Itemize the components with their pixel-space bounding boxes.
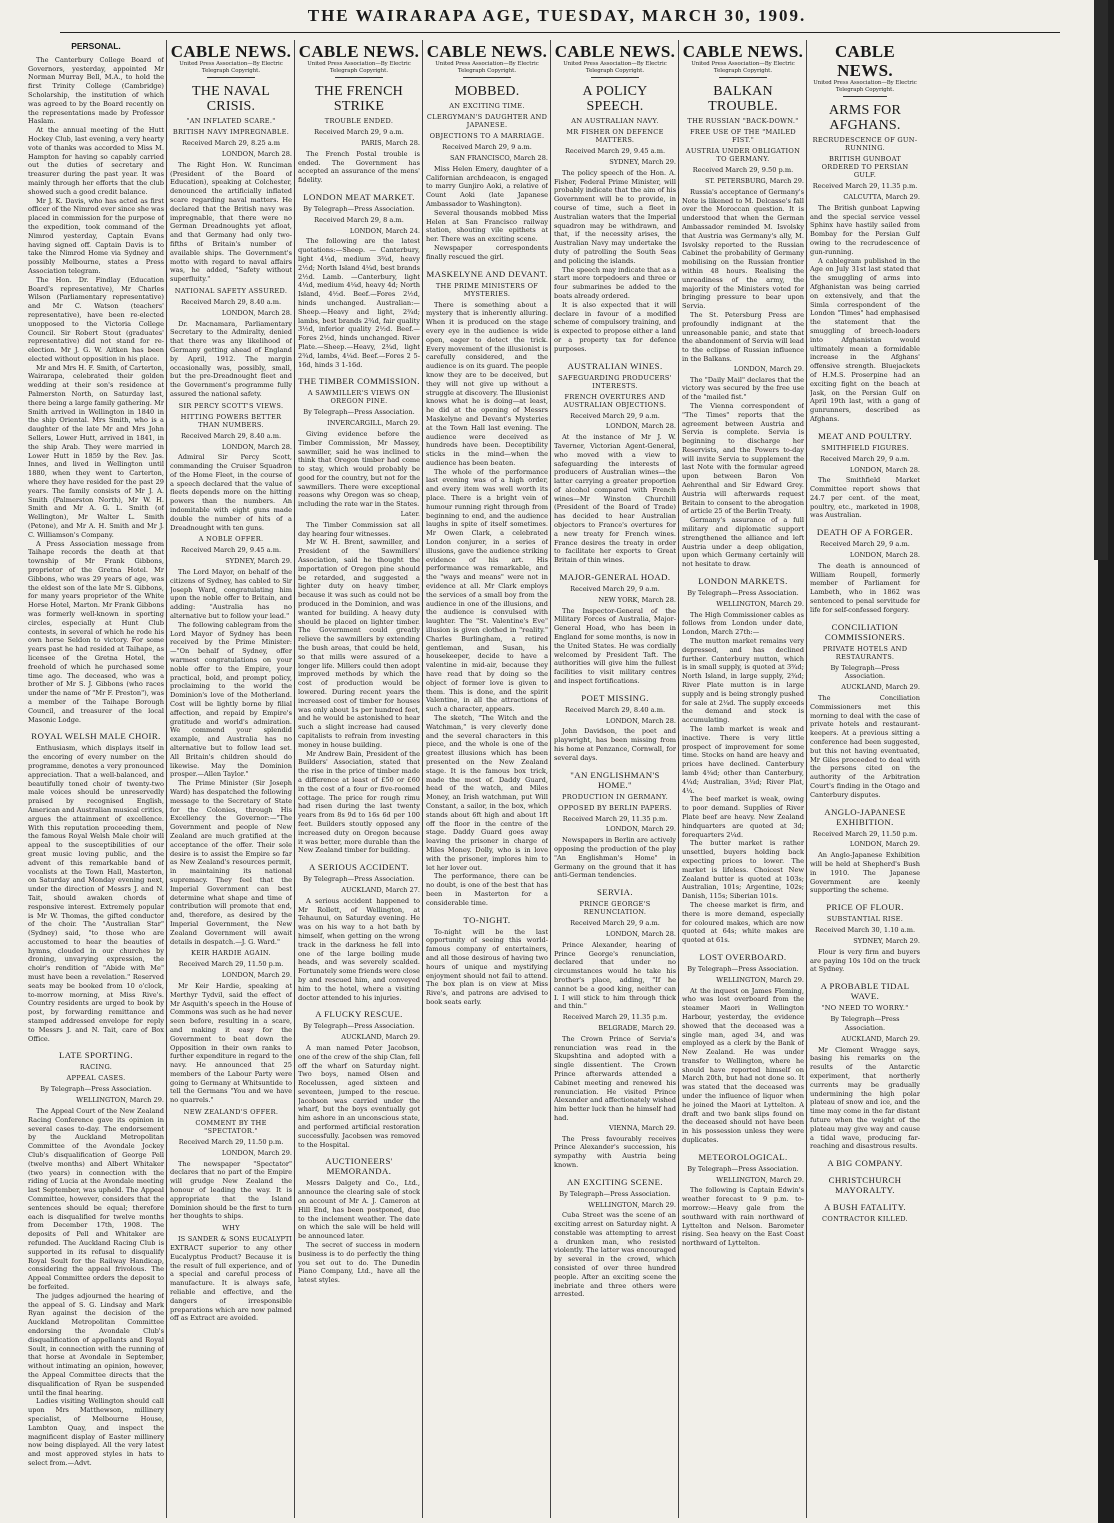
section-headline: MASKELYNE AND DEVANT. — [426, 268, 548, 279]
article-paragraph: The performance, there can be no doubt, is one of the best that has been in Masterton for a considerable time. — [426, 872, 548, 907]
byline: By Telegraph—Press Association. — [687, 589, 799, 598]
sub-headline: SUBSTANTIAL RISE. — [826, 915, 904, 924]
article-paragraph: The beef market is weak, owing to poor demand. Supplies of River Plate beef are heavy. New Zealand hindquarters are quoted at 3d; forequarters 2¼d. — [682, 795, 804, 839]
column-divider — [678, 40, 679, 1518]
received-dateline: Received March 29, 9.45 a.m. — [564, 147, 666, 156]
section-headline: LONDON MEAT MARKET. — [303, 191, 415, 202]
column-heading: CABLE NEWS. — [834, 42, 896, 80]
article-paragraph: The lamb market is weak and inactive. There is very little prospect of improvement for some time. Stocks on hand are heavy and prices have declined. Canterbury lamb 4¼d; other than Canterbury, 4¼d; Australian, 3¼d; River Plat, 4¼. — [682, 725, 804, 795]
article-paragraph: Mr W. H. Brent, sawmiller, and President of the Sawmillers' Association, said he thought the importation of Oregon pine should be retarded, and suggested a lighter duty on heavy timber, because it was such as could not be produced in the Dominion, and was wanted for building. A heavy duty should be placed on lighter timber. The Government could greatly relieve the sawmillers by extending the bush areas, that could be held, so that mills were assured of a longer life. Millers could then adopt improved methods by which the cost of production would be lowered. During recent years the increased cost of timber for houses was only about 1s per hundred feet, and he would be astonished to hear such a slight increase had caused capitalists to refrain from investing money in house building. — [298, 538, 420, 749]
article-paragraph: The mutton market remains very depressed, and has declined further. Canterbury mutton, which is in small supply, is quoted at 3¾d; North Island, in large supply, 2¾d; River Plate mutton is in large supply and is being strongly pushed for sale at 2¼d. The supply exceeds the demand and stock is accumulating. — [682, 637, 804, 725]
sub-headline: APPEAL CASES. — [66, 1074, 126, 1083]
place-dateline: WELLINGTON, March 29. — [716, 599, 804, 608]
article-paragraph: The Inspector-General of the Military Forces of Australia, Major-General Hoad, who has been in England for some months, is now in the United States. He was cordially welcomed by President Taft. The authorities will give him the fullest facilities to visit military centres and inspect fortifications. — [554, 606, 676, 686]
story-headline: ARMS FOR AFGHANS. — [828, 103, 902, 134]
sub-headline: TROUBLE ENDED. — [324, 117, 394, 126]
byline: By Telegraph—Press Association. — [303, 408, 415, 417]
byline: By Telegraph—Press Association. — [830, 1015, 900, 1032]
sub-headline: SIR PERCY SCOTT'S VIEWS. — [178, 401, 284, 410]
place-dateline: SAN FRANCISCO, March 28. — [450, 153, 548, 162]
received-dateline: Received March 29, 8.40 a.m. — [180, 431, 282, 440]
column-divider — [294, 40, 295, 1518]
received-dateline: Received March 29, 11.35 p.m. — [562, 814, 668, 823]
story-headline: BALKAN TROUBLE. — [708, 84, 778, 115]
article-paragraph: The following are the latest quotations:—Sheep. — Canterbury, light 4¼d, medium 3¾d, heavy 2½d; North Island 4¼d, best brands 2½d. Lamb. —Canterbury, light 4¼d, medium 4¼d, heavy 4d; North Island, 4½d. Beef.—Fores 2½d, hinds unchanged. Australian:—Sheep.—Heavy and light, 2¾d; lambs, best brands 2¾d, fair quality 3½d, inferior quality 2½d. Beef.—Fores 2½d, hinds unchanged. River Plate.—Sheep.—Heavy, 2¾d, light 2¾d, lambs, 4¼d. Beef.—Fores 2 5-16d, hinds 3 1-16d. — [298, 237, 420, 369]
sub-headline: AUSTRIA UNDER OBLIGATION TO GERMANY. — [685, 147, 801, 164]
received-dateline: Received March 29, 11.35 p.m. — [562, 1013, 668, 1022]
article-paragraph: The Smithfield Market Committee report shows that 24.7 per cent. of the meat, poultry, etc., marketed in 1908, was Australian. — [810, 476, 920, 520]
byline: By Telegraph—Press Association. — [40, 1085, 152, 1094]
section-headline: THE TIMBER COMMISSION. — [298, 376, 420, 387]
article-paragraph: An Anglo-Japanese Exhibition will be held at Shepherd's Bush in 1910. The Japanese Government are keenly supporting the scheme. — [810, 851, 920, 895]
column-heading: CABLE NEWS. — [298, 42, 420, 61]
received-dateline: Received March 29, 9 a.m. — [820, 540, 910, 549]
article-paragraph: The whole of the performance last evening was of a high order, and every item was well worth its place. There is a bright vein of humour running right through from beginning to end, and the audience laughs in spite of itself sometimes. Mr Owen Clark, a celebrated London conjurer, in a series of illusions, gave the audience striking evidence of his art. His performance was remarkable, and the "ways and means" were not in evidence at all. Mr Clark employs the services of a small boy from the audience in one of the illusions, and the audience is convulsed with laughter. The "St. Valentine's Eve" illusion is given clothed in "reality." Charles Burlingham, a retired gentleman, and Susan, his housekeeper, decide to have a valentine in mid-air, because they have read that by doing so the object of former love is given to them. This is done, and the spirit Valentine, in all the attractions of such a character, appears. — [426, 467, 548, 714]
place-dateline: ST. PETERSBURG, March 29. — [704, 176, 804, 185]
article-paragraph: There is something about a mystery that is inherently alluring. When it is produced on the stage every eye in the audience is wide open, eager to detect the trick. Every movement of the illusionist is carefully considered, and the audience is on its guard. The people know they are to be deceived, but they will not give up without a struggle at discovery. The Illusionist knows what he is doing—at least, he did at the opening of Messrs Maskelyne and Devant's Mysteries at the Town Hall last evening. The audience were deceived as hundreds have been. Deceptibility sticks in the mind—when the audience has been beaten. — [426, 300, 548, 467]
place-dateline: LONDON, March 28. — [221, 442, 292, 451]
article-paragraph: The butter market is rather unsettled, buyers holding back expecting prices to lower. The market is lifeless. Choicest New Zealand butter is quoted at 103s; Australian, 101s; Argentine, 102s; Danish, 115s; Siberian 101s. — [682, 839, 804, 901]
article-paragraph: The Hon. Dr. Findlay (Education Board's representative), Mr Charles Wilson (Parliamentary representative) and Mr C. Watson (teachers' representative), have been re-elected unopposed to the Victoria College Council. Sir Robert Stout (graduates' representative) did not stand for re-election. Mr J. G. W. Aitken has been elected without opposition in his place. — [28, 275, 164, 363]
article-paragraph: Mr Clement Wragge says, basing his remarks on the results of the Antarctic experiment, that northerly currents may be gradually undermining the high polar plateau of snow and ice, and the time may come in the far distant future when the weight of the plateau may give way and cause a tidal wave, producing far-reaching and disastrous results. — [810, 1045, 920, 1151]
article-paragraph: It is also expected that it will declare in favour of a modified scheme of compulsory training, and is expected to propose either a land or a property tax for defence purposes. — [554, 300, 676, 353]
sub-headline: CLERGYMAN'S DAUGHTER AND JAPANESE. — [426, 113, 548, 130]
article-paragraph: The Crown Prince of Servia's renunciation was read in the Skupshtina and adopted with a single dissentient. The Crown Prince afterwards attended a Cabinet meeting and renewed his renunciation. He visited Prince Alexander and affectionately wished him better luck than he himself had had. — [554, 1034, 676, 1122]
sub-headline: WHY — [222, 1224, 240, 1233]
sub-headline: AN AUSTRALIAN NAVY. — [571, 117, 659, 126]
place-dateline: LONDON, March 29. — [221, 1148, 292, 1157]
place-dateline: LONDON, March 28. — [849, 551, 920, 560]
received-dateline: Received March 29, 8.25 a.m — [181, 139, 281, 148]
sub-headline: RECRUDESCENCE OF GUN-RUNNING. — [812, 136, 918, 153]
article-paragraph: The Timber Commission sat all day hearing four witnesses. — [298, 520, 420, 538]
article-paragraph: Enthusiasm, which displays itself in the encoring of every number on the programme, denotes a very pronounced appreciation. That a well-balanced, and beautifully toned choir of twenty-two male voices should be unreservedly praised by recognised English, American and Australian musical critics, argues the attainment of excellence. With this reputation proceeding them, the famous Royal Welsh Male choir will appeal to the susceptibilities of our great music loving public, and the advent of this remarkable band of vocalists at the Town Hall, Masterton, on Saturday and Monday evening next, under the direction of Messrs J. and N. Tait, should awaken chords of responsive interest. Extremely popular is Mr W. Thomas, the gifted conductor of the choir. The "Australian Star" (Sydney) said, "to those who are accustomed to hear the beauties of hymns, clouded in our churches by droning, unvarying expression, the choir's rendition of "Abide with Me" must have been a revelation." Reserved seats may be booked from 10 o'clock, to-morrow morning, at Miss Rive's. Country residents are urged to book by post, by forwarding remittance and stamped addressed envelope for reply to Messrs J. and N. Tait, care of Box Office. — [28, 744, 164, 1043]
article-paragraph: The judges adjourned the hearing of the appeal of S. G. Lindsay and Mark Ryan against the decision of the Auckland Metropolitan Committee endorsing the Avondale Club's disqualification of appellants and Royal Soult, in connection with the running of that horse at Avondale in September, without intimating an opinion, however, the Appeal Committee directs that the disqualification of Ryan be suspended until the final hearing. — [28, 1291, 164, 1397]
place-dateline: LONDON, March 29. — [733, 364, 804, 373]
sub-headline: FREE USE OF THE "MAILED FIST." — [690, 128, 796, 145]
received-dateline: Received March 29, 9 a.m. — [570, 585, 660, 594]
place-dateline: LONDON, March 29. — [849, 840, 920, 849]
article-paragraph: Prince Alexander, hearing of Prince George's renunciation, declared that under no circumstances would he take his brother's place, adding, "If he cannot be a good king, neither can I. I will stick to him through thick and thin." — [554, 940, 676, 1011]
sub-headline: RACING. — [79, 1063, 113, 1072]
article-paragraph: The French Postal trouble is ended. The Government has accepted an assurance of the mens' fidelity. — [298, 149, 420, 185]
section-headline: AUSTRALIAN WINES. — [567, 360, 663, 371]
sub-headline: NEW ZEALAND'S OFFER. — [183, 1108, 279, 1117]
article-paragraph: Giving evidence before the Timber Commission, Mr Massey, sawmiller, said he was inclined to think that Oregon timber had come to stay, which would probably be good for the country, but not for the sawmillers. There were exceptional reasons why Oregon was so cheap, including the rate war in the States. — [298, 429, 420, 509]
section-headline: POET MISSING. — [581, 692, 649, 703]
column-5 — [554, 40, 676, 1518]
column-divider — [550, 40, 551, 1518]
article-paragraph: Dr. Macnamara, Parliamentary Secretary to the Admiralty, denied that there was any likelihood of Germany getting ahead of England by April, 1912. The margin occasionally was, possibly, small, but the pre-Dreadnought fleet and the Government's programme fully assured the national safety. — [170, 319, 292, 398]
place-dateline: WELLINGTON, March 29. — [716, 975, 804, 984]
article-paragraph: The Appeal Court of the New Zealand Racing Conference gave its opinion in several cases to-day. The endorsement by the Auckland Metropolitan Committee of the Avondale Jockey Club's disqualification of George Pell (twelve months) and Albert Whitaker (two years) in connection with the riding of Lucia at the Avondale meeting last September, was upheld. The Appeal Committee, however, considers that the sentences should be equal; therefore each is disqualified for twelve months from December 17th, 1908. The deposits of Pell and Whitaker are refunded. The Auckland Racing Club is supported in its refusal to disqualify Royal Soult for the Railway Handicap, considering the appeal frivolous. The Appeal Committee orders the deposit to be forfeited. — [28, 1107, 164, 1291]
article-paragraph: The Vienna correspondent of "The Times" reports that the agreement between Austria and Servia is complete. Servia is beginning to discharge her Reservists, and the Powers to-day will invite Servia to supplement the last Note with the formular agreed upon between Baron Von Aehrenthal and Sir Edward Grey. Austria will afterwards request Britain to consent to the abrogation of article 25 of the Berlin Treaty. — [682, 401, 804, 516]
article-paragraph: A Press Association message from Taihape records the death at that township of Mr Frank Gibbons, proprietor of the Gretna Hotel. Mr Gibbons, who was 29 years of age, was the eldest son of the late Mr S. Gibbons, for many years proprietor of the White Horse Hotel, Marton. Mr Frank Gibbons was formerly well-known in sporting circles, especially at Hunt Club contests, in several of which he rode his own horse Seldon to victory. For some years past he had resided at Taihape, as licensee of the Gretna Hotel, the freehold of which he purchased some time ago. The deceased, who was a brother of Mr S. J. Gibbons (who races under the name of "Mr F. Preston"), was a member of the Taihape Borough Council, and treasurer of the local Masonic Lodge. — [28, 539, 164, 724]
article-paragraph: John Davidson, the poet and playwright, has been missing from his home at Penzance, Cornwall, for several days. — [554, 727, 676, 762]
place-dateline: NEW YORK, March 28. — [598, 595, 676, 604]
sub-headline: PRIVATE HOTELS AND RESTAURANTS. — [822, 644, 908, 661]
press-credit: United Press Association—By Electric Telegraph Copyright. — [810, 80, 920, 97]
byline: By Telegraph—Press Association. — [559, 1189, 671, 1198]
article-paragraph: A cablegram published in the Age on July 31st last stated that the smuggling of arms into Afghanistan was being carried on extensively, and that the Simla correspondent of the London "Times" had emphasised the statement that the smuggling of breech-loaders into Afghanistan would ultimately mean a formidable increase in the Afghans' offensive strength. Bluejackets of H.M.S. Proserpine had an exciting fight on the beach at Jask, on the Persian Gulf on April 19th last, with a gang of gunrunners, described as Afghans. — [810, 256, 920, 423]
place-dateline: LONDON, March 29. — [221, 971, 292, 980]
byline: By Telegraph—Press Association. — [303, 204, 415, 213]
section-headline: PRICE OF FLOUR. — [826, 902, 904, 913]
received-dateline: Received March 29, 8 a.m. — [314, 215, 404, 224]
section-headline: ANGLO-JAPANESE EXHIBITION. — [824, 806, 906, 827]
place-dateline: LONDON, March 28. — [605, 929, 676, 938]
sub-headline: CONTRACTOR KILLED. — [822, 1215, 908, 1224]
sub-headline: OBJECTIONS TO A MARRIAGE. — [429, 132, 545, 141]
sub-headline: SAFEGUARDING PRODUCERS' INTERESTS. — [558, 373, 672, 390]
place-dateline: PARIS, March 28. — [361, 138, 420, 147]
press-credit: United Press Association—By Electric Telegraph Copyright. — [682, 61, 804, 78]
article-paragraph: The Prime Minister (Sir Joseph Ward) has despatched the following message to the Secretary of State for the Colonies, through His Excellency the Governor:—"The Government and people of New Zealand are much gratified at the acceptance of the offer. Their sole desire is to assist the Empire so far as New Zealand's resources permit, in maintaining its national supremacy. They feel that the Imperial Government can best determine what shape and time of contribution will promote that end, and, therefore, as desired by the Imperial Government, the New Zealand Government will await details in despatch.—J. G. Ward." — [170, 779, 292, 946]
sub-headline: AN EXCITING TIME. — [449, 102, 525, 111]
place-dateline: LONDON, March 24. — [349, 226, 420, 235]
article-paragraph: Russia's acceptance of Germany's Note is likened to M. Delcasse's fall over the Moroccan question. It is understood that when the German Ambassador reminded M. Isvolsky that Austria was Germany's ally, M. Isvolsky reported to the Russian Cabinet the probability of Germany mobilising on the Russian frontier within 48 hours. Realising the unreadiness of the army, the majority of the Ministers voted for bringing pressure to bear upon Servia. — [682, 187, 804, 311]
story-headline: THE NAVAL CRISIS. — [192, 84, 270, 115]
sub-headline: MR FISHER ON DEFENCE MATTERS. — [566, 128, 664, 145]
masthead-rule — [60, 32, 1060, 33]
sub-headline: PRODUCTION IN GERMANY. — [562, 792, 668, 801]
article-paragraph: Admiral Sir Percy Scott, commanding the Cruiser Squadron of the Home Fleet, in the course of a speech declared that the value of fleets depends more on the hitting powers than the numbers. An indomitable with eight guns made double the number of hits of a Dreadnought with ten guns. — [170, 453, 292, 532]
article-paragraph: The Right Hon. W. Runciman (President of the Board of Education), speaking at Colchester, denounced the artificially inflated scare regarding naval matters. He declared that the British navy was impregnable, that there were no German Dreadnoughts yet afloat, and that Germany had only two-fifths of Britain's number of available ships. The Government's motto with regard to naval affairs was, he added, "Safety without superfluity." — [170, 160, 292, 284]
article-paragraph: Newspapers in Berlin are actively opposing the production of the play "An Englishman's Home" in Germany on the ground that it has anti-German tendencies. — [554, 836, 676, 880]
section-headline: CHRISTCHURCH MAYORALTY. — [828, 1175, 902, 1196]
article-paragraph: Cuba Street was the scene of an exciting arrest on Saturday night. A constable was attempting to arrest a drunken man, who resisted violently. The latter was encouraged by several in the crowd, which consisted of over three hundred people. After an exciting scene the inebriate and three others were arrested. — [554, 1211, 676, 1299]
sub-headline: THE PRIME MINISTERS OF MYSTERIES. — [435, 281, 539, 298]
sub-headline: COMMENT BY THE "SPECTATOR." — [195, 1119, 267, 1136]
article-paragraph: The policy speech of the Hon. A. Fisher, Federal Prime Minister, will probably indicate that the aim of his Government will be to provide, in course of time, such a fleet in Australian waters that the Imperial squadron may be withdrawn, and that, if the necessity arises, the Australian Navy may undertake the duty of patrolling the South Seas and policing the islands. — [554, 168, 676, 265]
article-paragraph: Mr J. K. Davis, who has acted as first officer of the Nimrod ever since she was placed in commission for the purpose of the expedition, took command of the Nimrod yesterday, Captain Evans having signed off. Captain Davis is to take the Nimrod Home via Sydney and possibly Melbourne, states a Press Association telegram. — [28, 196, 164, 275]
received-dateline: Received March 29, 9 a.m. — [820, 454, 910, 463]
byline: By Telegraph—Press Association. — [830, 663, 900, 681]
place-dateline: Later. — [400, 510, 420, 519]
article-paragraph: Mr Keir Hardie, speaking at Merthyr Tydvil, said the effect of Mr Asquith's speech in the House of Commons was such as he had never seen before, resulting in a scare, and making it easy for the Government to beat down the Opposition in their own ranks to further expenditure in regard to the navy. He announced that 25 members of the Labour Party were going to Germany at Whitsuntide to tell the Germans "You and we have no quarrels." — [170, 981, 292, 1105]
article-paragraph: Flour is very firm and buyers are paying 10s 10d on the truck at Sydney. — [810, 947, 920, 974]
section-headline: A FLUCKY RESCUE. — [315, 1009, 403, 1020]
byline: By Telegraph—Press Association. — [303, 875, 415, 884]
article-paragraph: The following cablegram from the Lord Mayor of Sydney has been received by the Prime Minister:—"On behalf of Sydney, offer warmest congratulations on your noble offer to the Empire, your practical, bold, and prompt policy, proclaiming to the world the Dominion's love of the Motherland. Cost will be lightly borne by filial affection, and repaid by Empire's gratitude and world's admiration. We commend your splendid example, and Australia has no alternative but to follow lead set. All Britain's children should do likewise. May the Dominion prosper.—Allen Taylor." — [170, 620, 292, 779]
place-dateline: CALCUTTA, March 29. — [843, 192, 920, 201]
column-1 — [28, 40, 164, 1518]
sub-headline: BRITISH NAVY IMPREGNABLE. — [172, 128, 290, 137]
sub-headline: BRITISH GUNBOAT ORDERED TO PERSIAN GULF. — [821, 155, 909, 180]
article-paragraph: The death is announced of William Roupell, formerly member of Parliament for Lambeth, who in 1862 was sentenced to penal servitude for life for self-confessed forgery. — [810, 561, 920, 614]
received-dateline: Received March 29, 9.50 p.m. — [692, 166, 794, 175]
article-paragraph: Newspaper correspondents finally rescued the girl. — [426, 243, 548, 261]
sub-headline: "AN INFLATED SCARE." — [186, 117, 276, 126]
press-credit: United Press Association—By Electric Telegraph Copyright. — [298, 61, 420, 78]
sub-headline: NATIONAL SAFETY ASSURED. — [174, 286, 288, 295]
sub-headline: OPPOSED BY BERLIN PAPERS. — [558, 803, 672, 812]
received-dateline: Received March 29, 11.35 p.m. — [812, 182, 918, 191]
place-dateline: INVERCARGILL, March 29. — [327, 419, 420, 428]
place-dateline: WELLINGTON, March 29. — [76, 1096, 164, 1105]
press-credit: United Press Association—By Electric Telegraph Copyright. — [426, 61, 548, 78]
column-divider — [422, 40, 423, 1518]
article-paragraph: The speech may indicate that as a start more torpedoers and three or four submarines be added to the boats already ordered. — [554, 265, 676, 300]
article-paragraph: Messrs Dalgety and Co., Ltd., announce the clearing sale of stock on account of Mr A. J. Cameron at Hill End, has been postponed, due to the inclement weather. The date on which the sale will be held will be announced later. — [298, 1179, 420, 1241]
article-paragraph: The Conciliation Commissioners met this morning to deal with the case of private hotels and restaurant-keepers. At a previous sitting a conference had been suggested, but this not having eventuated, Mr Giles proceeded to deal with the persons cited on the authority of the Arbitration Court's finding in the Otago and Canterbury disputes. — [810, 694, 920, 799]
place-dateline: LONDON, March 28. — [849, 465, 920, 474]
section-headline: CONCILIATION COMMISSIONERS. — [824, 621, 906, 642]
article-paragraph: The secret of success in modern business is to do perfectly the thing you set out to do. The Dunedin Piano Company, Ltd., have all the latest styles. — [298, 1241, 420, 1285]
sub-headline: KEIR HARDIE AGAIN. — [191, 949, 271, 958]
section-headline: A PROBABLE TIDAL WAVE. — [820, 981, 910, 1002]
sub-headline: "NO NEED TO WORRY." — [821, 1004, 909, 1013]
press-credit: United Press Association—By Electric Telegraph Copyright. — [170, 61, 292, 78]
place-dateline: AUCKLAND, March 29. — [841, 1034, 920, 1043]
article-paragraph: The Press favourably receives Prince Alexander's succession, his sympathy with Austria being known. — [554, 1134, 676, 1169]
article-paragraph: At the instance of Mr J. W. Taverner, Victorian Agent-General, who moved with a view to safeguarding the interests of producers of Australian wines—the latter carrying a greater proportion of alcohol compared with French wines—Mr Winston Churchill (President of the Board of Trade) has decided to hear Australian objectors to France's overtures for a new treaty for French wines. France desires the treaty in order to facilitate her exports to Great Britain of thin wines. — [554, 433, 676, 565]
byline: By Telegraph—Press Association. — [687, 964, 799, 973]
place-dateline: AUCKLAND, March 29. — [341, 1033, 420, 1042]
torn-page-edge-shadow — [1094, 0, 1108, 560]
column-heading: CABLE NEWS. — [170, 42, 292, 61]
column-6 — [682, 40, 804, 1518]
received-dateline: Received March 29, 9 a.m. — [570, 919, 660, 928]
section-headline: MAJOR-GENERAL HOAD. — [559, 572, 671, 583]
sub-headline: FRENCH OVERTURES AND AUSTRALIAN OBJECTIONS. — [563, 392, 667, 409]
article-paragraph: Miss Helen Emery, daughter of a Californian archdeacon, is engaged to marry Gunjiro Aoki, a relative of Count Aoki (late Japanese Ambassador to Washington). — [426, 164, 548, 208]
section-headline: MEAT AND POULTRY. — [818, 430, 912, 441]
sub-headline: HITTING POWERS BETTER THAN NUMBERS. — [180, 412, 282, 429]
column-4 — [426, 40, 548, 1518]
section-headline: LOST OVERBOARD. — [699, 951, 787, 962]
place-dateline: AUCKLAND, March 29. — [841, 683, 920, 692]
received-dateline: Received March 29, 9.45 a.m. — [180, 546, 282, 555]
place-dateline: SYDNEY, March 29. — [225, 557, 292, 566]
place-dateline: LONDON, March 28. — [605, 422, 676, 431]
section-headline: AUCTIONEERS' MEMORANDA. — [325, 1156, 393, 1177]
article-paragraph: The newspaper "Spectator" declares that no part of the Empire will grudge New Zealand the honour of leading the way. It is appropriate that the Island Dominion should be the first to turn her thoughts to ships. — [170, 1159, 292, 1221]
section-headline: DEATH OF A FORGER. — [816, 527, 914, 538]
place-dateline: LONDON, March 28. — [221, 149, 292, 158]
section-headline: AN EXCITING SCENE. — [567, 1176, 663, 1187]
sub-headline: A SAWMILLER'S VIEWS ON OREGON PINE. — [307, 389, 411, 406]
section-headline: "AN ENGLISHMAN'S HOME." — [570, 769, 660, 790]
article-paragraph: Mr and Mrs H. F. Smith, of Carterton, Wairarapa, celebrated their golden wedding at their son's residence at Palmerston North, on Saturday last, there being a large family gathering. Mr Smith arrived in Wellington in 1840 in the ship Oriental. Mrs Smith, who is a daughter of the late Mr and Mrs John Sellers, Lower Hutt, arrived in 1841, in the ship Arab. They were married in Lower Hutt in 1859 by the Rev. Jas. Innes, and lived in Wellington until 1880, when they went to Carterton, where they have resided for the past 29 years. The family consists of Mr J. A. Smith (Palmerston North), Mr W. H. Smith and Mr A. G. L. Smith (of Wellington), Mr Walter L. Smith (Petone), and Mr A. H. Smith and Mr J. C. Williamson's Company. — [28, 363, 164, 539]
column-7 — [810, 40, 920, 1518]
place-dateline: BELGRADE, March 29. — [598, 1023, 676, 1032]
article-paragraph: The Canterbury College Board of Governors, yesterday, appointed Mr Norman Murray Bell, M.A., to hold the first Trinity College (Cambridge) Scholarship, the institution of which was agreed to by the Board recently on the representations made by Professor Haslam. — [28, 55, 164, 126]
column-divider — [166, 40, 167, 1518]
place-dateline: VIENNA, March 29. — [608, 1123, 676, 1132]
article-paragraph: Ladies visiting Wellington should call upon Mrs Matthewson, millinery specialist, of Melbourne House, Lambton Quay, and inspect the magnificent display of Easter millinery now being displayed. All the very latest and most approved styles in hats to select from.—Advt. — [28, 1397, 164, 1467]
press-credit: United Press Association—By Electric Telegraph Copyright. — [554, 61, 676, 78]
column-2 — [170, 40, 292, 1518]
article-paragraph: IS SANDER & SONS EUCALYPTI EXTRACT superior to any other Eucalyptus Product? Because it is the result of full experience, and of a special and careful process of manufacture. It is always safe, reliable and effective, and the dangers of irresponsible preparations which are now palmed off as Extract are avoided. — [170, 1235, 292, 1323]
received-dateline: Received March 29, 11.50 p.m. — [178, 960, 284, 969]
place-dateline: SYDNEY, March 29. — [609, 157, 676, 166]
received-dateline: Received March 29, 8.40 a.m. — [180, 297, 282, 306]
place-dateline: WELLINGTON, March 29. — [716, 1175, 804, 1184]
article-paragraph: The British gunboat Lapwing and the special service vessel Sphinx have hastily sailed from Bombay for the Persian Gulf owing to the recrudescence of gun-running. — [810, 203, 920, 256]
article-paragraph: At the annual meeting of the Hutt Hockey Club, last evening, a very hearty vote of thanks was accorded to Miss M. Hampton for having so capably carried out the duties of secretary and treasurer during the past year. It was mainly through her efforts that the club showed such a good credit balance. — [28, 126, 164, 196]
received-dateline: Received March 29, 11.50 p.m. — [812, 829, 918, 838]
received-dateline: Received March 29, 9 a.m. — [570, 411, 660, 420]
place-dateline: AUCKLAND, March 27. — [341, 885, 420, 894]
section-headline: LONDON MARKETS. — [698, 576, 788, 587]
article-paragraph: The "Daily Mail" declares that the victory was secured by the free use of the "mailed fist." — [682, 375, 804, 402]
article-paragraph: Mr Andrew Bain, President of the Builders' Association, stated that the rise in the price of timber made a difference at least of £50 or £60 in the cost of a four or five-roomed cottage. The price for rough rimu had risen during the last twenty years from 8s 9d to 16s 6d per 100 feet. Builders stoutly opposed any increased duty on Oregon because it was better, more durable than the New Zealand timber for building. — [298, 749, 420, 855]
article-paragraph: The St. Petersburg Press are profoundly indignant at the unreasonable panic, and state that the abandonment of Servia will lead to the eclipse of Russian influence in the Balkans. — [682, 310, 804, 363]
story-headline: THE FRENCH STRIKE — [315, 84, 403, 115]
story-headline: MOBBED. — [454, 84, 520, 100]
column-heading: CABLE NEWS. — [682, 42, 804, 61]
column-3 — [298, 40, 420, 1518]
newspaper-masthead: THE WAIRARAPA AGE, TUESDAY, MARCH 30, 1909. — [307, 6, 807, 25]
place-dateline: WELLINGTON, March 29. — [588, 1200, 676, 1209]
received-dateline: Received March 29, 9 a.m. — [442, 143, 532, 152]
section-headline: A BUSH FATALITY. — [824, 1202, 906, 1213]
sub-headline: A NOBLE OFFER. — [198, 535, 264, 544]
sub-headline: PRINCE GEORGE'S RENUNCIATION. — [579, 900, 651, 917]
received-dateline: Received March 29, 8.40 a.m. — [564, 705, 666, 714]
article-paragraph: The Lord Mayor, on behalf of the citizens of Sydney, has cabled to Sir Joseph Ward, congratulating him upon the noble offer to Britain, and adding: "Australia has no alternative but to follow your lead." — [170, 568, 292, 621]
byline: By Telegraph—Press Association. — [687, 1164, 799, 1173]
section-headline: A BIG COMPANY. — [827, 1158, 903, 1169]
article-paragraph: Germany's assurance of a full military and diplomatic support strengthened the alliance and left Austria under a deep obligation, upon which Germany certainly will not hesitate to draw. — [682, 516, 804, 569]
column-heading: CABLE NEWS. — [426, 42, 548, 61]
story-headline: A POLICY SPEECH. — [582, 84, 648, 115]
article-paragraph: To-night will be the last opportunity of seeing this world-famous company of entertainers, and all those desirous of having two hours of unique and mystifying enjoyment should not fail to attend. The box plan is on view at Miss Rive's, and patrons are advised to book seats early. — [426, 927, 548, 1006]
place-dateline: LONDON, March 28. — [605, 716, 676, 725]
section-headline: A SERIOUS ACCIDENT. — [308, 862, 410, 873]
place-dateline: LONDON, March 28. — [221, 308, 292, 317]
article-paragraph: A serious accident happened to Mr Rollett, of Wellington, at Tehaunui, on Saturday evening. He was on his way to a hot bath by himself, when getting on the wrong track in the darkness he fell into one of the large boiling mude heads, and was severely scalded. Fortunately some friends were close by and rescued him, and conveyed him to the hotel, where a visiting doctor attended to his injuries. — [298, 896, 420, 1002]
article-paragraph: Several thousands mobbed Miss Helen at San Francisco railway station, shouting vile epithets at her. There was an exciting scene. — [426, 208, 548, 244]
place-dateline: SYDNEY, March 29. — [853, 936, 920, 945]
article-paragraph: A man named Peter Jacobson, one of the crew of the ship Clan, fell off the wharf on Saturday night. Two boys, named Olsen and Rocelussen, aged sixteen and seventeen, jumped to the rescue. Jacobson was carried under the wharf, but the boys eventually got him ashore in an unconscious state, and performed artificial restoration successfully. Jacobsen was removed to the Hospital. — [298, 1043, 420, 1149]
section-headline: LATE SPORTING. — [59, 1050, 133, 1061]
received-dateline: Received March 30, 1.10 a.m. — [814, 926, 916, 935]
byline: By Telegraph—Press Association. — [303, 1022, 415, 1031]
article-paragraph: The sketch, "The Witch and the Watchman," is very cleverly done and the several characters in this piece, and the whole is one of the greatest illusions which has been presented on the New Zealand stage. It is the famous box trick, made the most of. Daddy Guard, head of the watch, and Miles Money, an Irish watchman, put Will Constant, a sailor, in the box, which stands about 6ft high and about 1ft off the floor in the centre of the stage. Daddy Guard goes away leaving the prisoner in charge of Miles Money. Dolly, who is in love with the prisoner, implores him to let her lover out. — [426, 714, 548, 872]
section-headline: ROYAL WELSH MALE CHOIR. — [31, 731, 161, 742]
place-dateline: LONDON, March 29. — [605, 825, 676, 834]
sub-headline: SMITHFIELD FIGURES. — [821, 443, 909, 452]
article-paragraph: The following is Captain Edwin's weather forecast to 9 p.m. to-morrow:—Heavy gale from the southward with rain northward of Lyttelton and Nelson. Barometer rising. Sea heavy on the East Coast northward of Lyttelton. — [682, 1186, 804, 1248]
article-paragraph: The cheese market is firm, and there is more demand, especially for coloured makes, which are now quoted at 64s; white makes are quoted at 61s. — [682, 900, 804, 945]
received-dateline: Received March 29, 11.50 p.m. — [178, 1138, 284, 1147]
received-dateline: Received March 29, 9 a.m. — [314, 128, 404, 137]
column-heading: PERSONAL. — [71, 41, 121, 51]
article-paragraph: At the inquest on James Fleming, who was lost overboard from the steamer Maori in Wellington Harbour, yesterday, the evidence showed that the deceased was a single man, aged 34, and was employed as a clerk by the Bank of New Zealand. He was under transfer to Wellington, where he should have reported himself on March 20th, but had not done so. It was stated that the deceased was under the influence of liquor when he joined the Maori at Lyttelton. A draft and two bank slips found on the deceased should not have been in his possession unless they were duplicates. — [682, 986, 804, 1145]
section-headline: TO-NIGHT. — [463, 914, 511, 925]
section-headline: SERVIA. — [596, 887, 634, 898]
section-headline: METEOROLOGICAL. — [698, 1151, 788, 1162]
column-heading: CABLE NEWS. — [554, 42, 676, 61]
column-divider — [806, 40, 807, 1518]
article-paragraph: The High Commissioner cables as follows from London under date, London, March 27th:— — [682, 610, 804, 637]
sub-headline: THE RUSSIAN "BACK-DOWN." — [687, 117, 799, 126]
